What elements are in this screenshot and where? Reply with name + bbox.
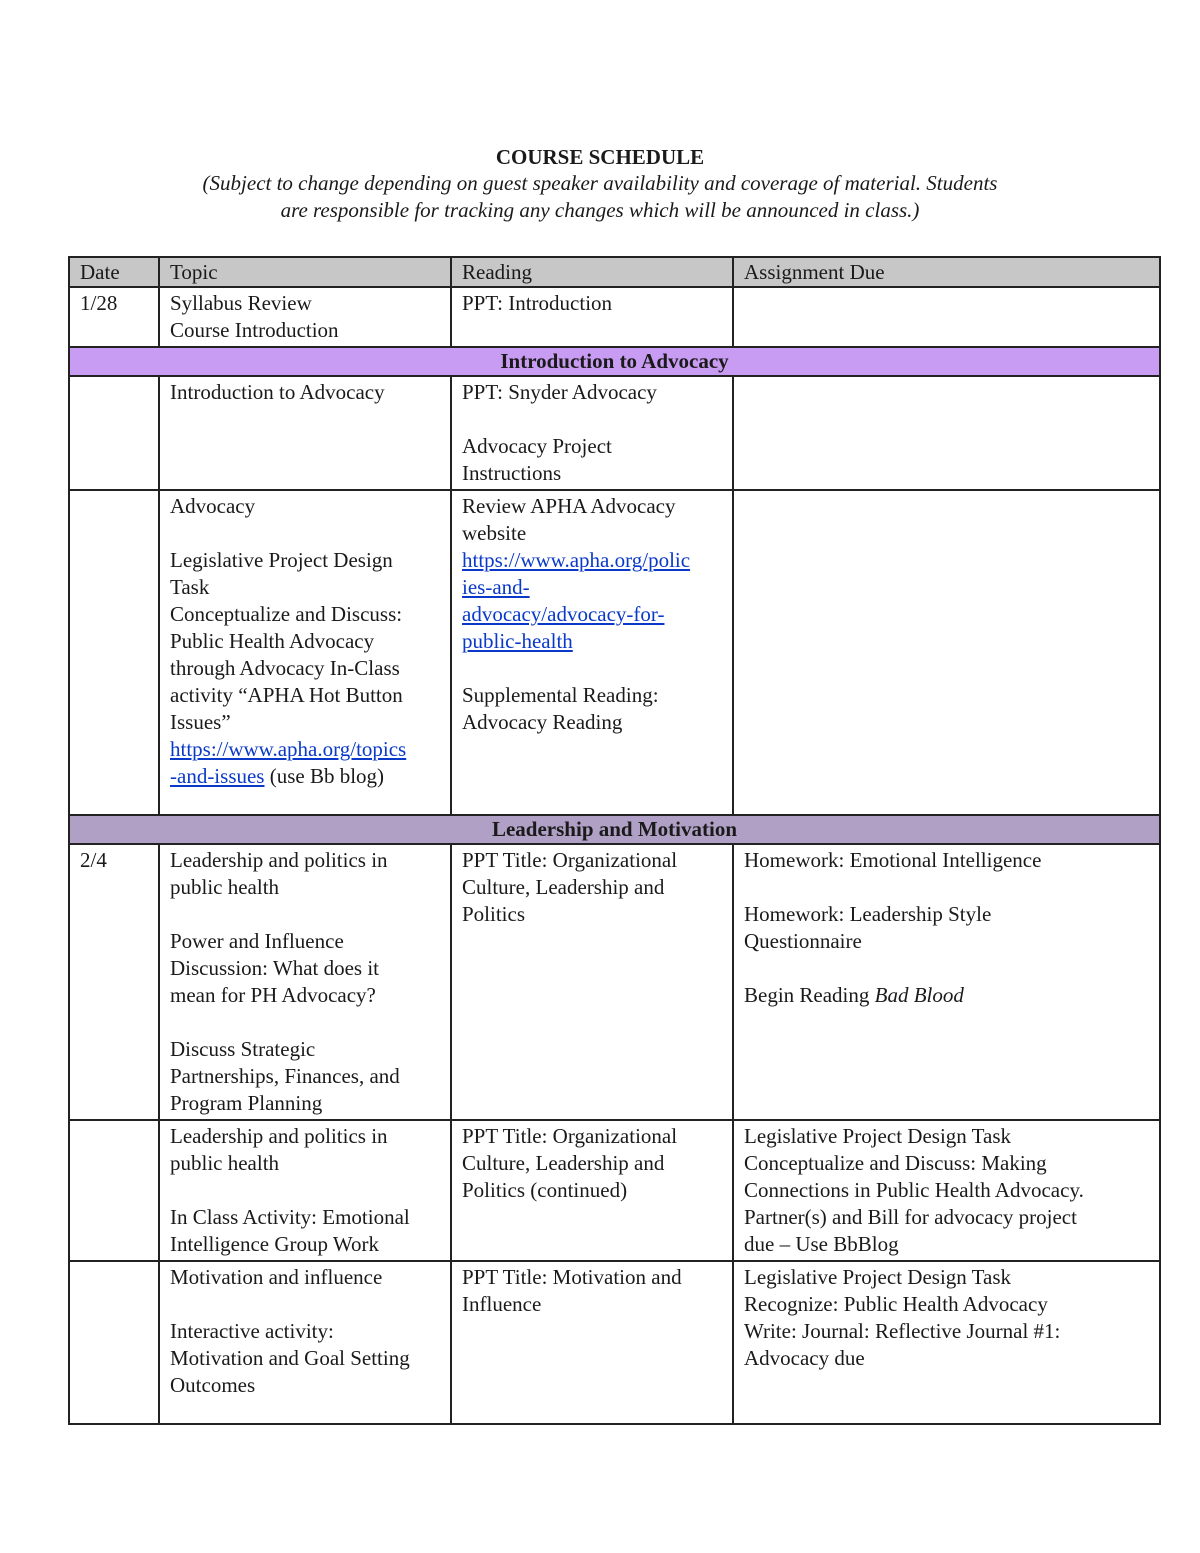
topic-text: Power and Influence [170, 929, 344, 953]
table-row [69, 490, 1160, 815]
apha-advocacy-link[interactable]: advocacy/advocacy-for- [462, 602, 665, 626]
reading-text: Advocacy Reading [462, 710, 623, 734]
apha-advocacy-link[interactable]: public-health [462, 629, 573, 653]
column-header-topic: Topic [159, 257, 451, 287]
assignment-text: Begin Reading [744, 983, 875, 1007]
date-text: 1/28 [80, 291, 118, 315]
reading-text: PPT: Introduction [462, 291, 613, 315]
reading-text: PPT: Snyder Advocacy [462, 380, 657, 404]
reading-cell [451, 1261, 733, 1424]
table-row [69, 376, 1160, 490]
subtitle-line: are responsible for tracking any changes which will be announced in class.) [280, 198, 920, 222]
assignment-cell [733, 287, 1160, 347]
topic-cell [159, 490, 451, 815]
topic-text: Motivation and Goal Setting [170, 1346, 410, 1370]
reading-cell [451, 376, 733, 490]
reading-text: Politics [462, 902, 526, 926]
table-row [69, 1120, 1160, 1261]
apha-topics-link[interactable]: -and-issues [170, 764, 265, 788]
assignment-text: Advocacy due [744, 1346, 865, 1370]
column-header-assignment: Assignment Due [733, 257, 1160, 287]
column-header-reading: Reading [451, 257, 733, 287]
date-cell [69, 490, 159, 815]
section-row [69, 347, 1160, 376]
assignment-cell [733, 490, 1160, 815]
assignment-text: Partner(s) and Bill for advocacy project [744, 1205, 1077, 1229]
topic-text: Leadership and politics in [170, 1124, 388, 1148]
date-cell [69, 376, 159, 490]
assignment-text: Recognize: Public Health Advocacy [744, 1292, 1048, 1316]
topic-text: In Class Activity: Emotional [170, 1205, 410, 1229]
column-header-date: Date [69, 257, 159, 287]
apha-advocacy-link[interactable]: ies-and- [462, 575, 530, 599]
date-text: 2/4 [80, 848, 107, 872]
topic-text: (use Bb blog) [264, 764, 385, 788]
assignment-cell [733, 1261, 1160, 1424]
topic-text: mean for PH Advocacy? [170, 983, 376, 1007]
topic-cell [159, 1120, 451, 1261]
topic-cell [159, 287, 451, 347]
reading-text: website [462, 521, 527, 545]
topic-text: Outcomes [170, 1373, 256, 1397]
topic-text: Conceptualize and Discuss: [170, 602, 403, 626]
topic-text: Partnerships, Finances, and [170, 1064, 400, 1088]
topics-link-line [170, 736, 442, 763]
topic-text: public health [170, 875, 280, 899]
reading-text: Politics (continued) [462, 1178, 628, 1202]
topic-text: Interactive activity: [170, 1319, 334, 1343]
reading-cell [451, 490, 733, 815]
date-cell [69, 1261, 159, 1424]
assignment-text: Homework: Leadership Style [744, 902, 992, 926]
topic-text: Course Introduction [170, 318, 339, 342]
topic-text: Advocacy [170, 494, 256, 518]
reading-cell [451, 1120, 733, 1261]
topic-text: Discussion: What does it [170, 956, 380, 980]
book-title: Bad Blood [874, 983, 964, 1007]
assignment-text: Homework: Emotional Intelligence [744, 848, 1042, 872]
reading-cell [451, 287, 733, 347]
reading-text: Instructions [462, 461, 562, 485]
table-header-row [69, 257, 1160, 287]
reading-text: Review APHA Advocacy [462, 494, 676, 518]
assignment-cell [733, 376, 1160, 490]
assignment-text: Connections in Public Health Advocacy. [744, 1178, 1084, 1202]
topic-text: Issues” [170, 710, 231, 734]
assignment-text: due – Use BbBlog [744, 1232, 899, 1256]
table-row [69, 287, 1160, 347]
apha-topics-link[interactable]: https://www.apha.org/topics [170, 737, 407, 761]
topic-text: Task [170, 575, 210, 599]
assignment-text: Legislative Project Design Task [744, 1124, 1012, 1148]
date-cell [69, 844, 159, 1120]
topic-text: Syllabus Review [170, 291, 312, 315]
section-heading: Introduction to Advocacy [69, 347, 1160, 376]
table-row [69, 844, 1160, 1120]
topic-text: activity “APHA Hot Button [170, 683, 403, 707]
page-subtitle [140, 170, 1060, 224]
topics-link-line [170, 763, 442, 790]
assignment-text: Legislative Project Design Task [744, 1265, 1012, 1289]
topic-text: Discuss Strategic [170, 1037, 316, 1061]
topic-text: public health [170, 1151, 280, 1175]
topic-cell [159, 376, 451, 490]
reading-text: Advocacy Project [462, 434, 612, 458]
topic-text: through Advocacy In-Class [170, 656, 400, 680]
assignment-text: Conceptualize and Discuss: Making [744, 1151, 1047, 1175]
reading-text: Culture, Leadership and [462, 1151, 665, 1175]
section-heading: Leadership and Motivation [69, 815, 1160, 844]
topic-cell [159, 1261, 451, 1424]
date-cell [69, 1120, 159, 1261]
topic-text: Introduction to Advocacy [170, 380, 385, 404]
assignment-cell [733, 1120, 1160, 1261]
apha-advocacy-link[interactable]: https://www.apha.org/polic [462, 548, 691, 572]
course-schedule-table [68, 256, 1161, 1425]
section-row [69, 815, 1160, 844]
topic-text: Public Health Advocacy [170, 629, 375, 653]
topic-text: Program Planning [170, 1091, 323, 1115]
subtitle-line: (Subject to change depending on guest speaker availability and coverage of material. Students [202, 171, 998, 195]
reading-text: PPT Title: Motivation and [462, 1265, 682, 1289]
assignment-text: Write: Journal: Reflective Journal #1: [744, 1319, 1061, 1343]
reading-text: Influence [462, 1292, 542, 1316]
reading-text: Supplemental Reading: [462, 683, 659, 707]
topic-text: Legislative Project Design [170, 548, 393, 572]
reading-text: PPT Title: Organizational [462, 1124, 678, 1148]
assignment-text: Questionnaire [744, 929, 862, 953]
reading-text: PPT Title: Organizational [462, 848, 678, 872]
table-row [69, 1261, 1160, 1424]
topic-cell [159, 844, 451, 1120]
assignment-cell [733, 844, 1160, 1120]
topic-text: Motivation and influence [170, 1265, 383, 1289]
topic-text: Intelligence Group Work [170, 1232, 380, 1256]
date-cell [69, 287, 159, 347]
reading-cell [451, 844, 733, 1120]
page-title: COURSE SCHEDULE [495, 145, 705, 169]
topic-text: Leadership and politics in [170, 848, 388, 872]
reading-text: Culture, Leadership and [462, 875, 665, 899]
